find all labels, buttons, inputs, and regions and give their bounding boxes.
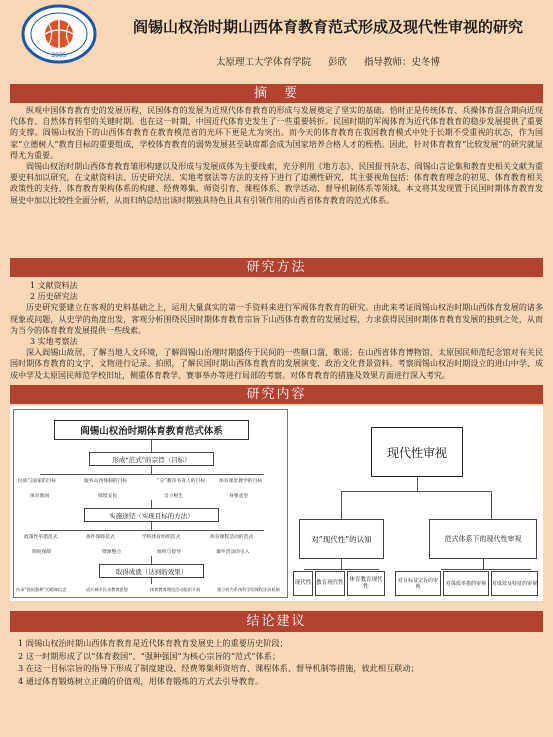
right-item-3: 对成效及特征的审视 — [491, 571, 538, 596]
formation-box: 形成“范式”的宗旨（目标） — [89, 452, 214, 466]
conclusion-item-4: 4 通过体育锻炼树立正确的价值观，用体育锻炼的方式去引导教育。 — [18, 675, 264, 686]
methods-banner: 研究方法 — [10, 258, 543, 277]
content-figure — [10, 406, 543, 601]
left-item-2: 教育现代性 — [315, 571, 345, 596]
abstract-body — [10, 105, 543, 255]
method-heading-2: 2 历史研究法 — [30, 292, 78, 302]
measure-3: 学校体育组织范式 — [142, 535, 181, 540]
effect-3: 体育教育理论活动组织开展 — [150, 587, 201, 592]
poster-title: 阎锡山权治时期山西体育教育范式形成及现代性审视的研究 — [132, 18, 523, 36]
abstract-banner: 摘 要 — [10, 84, 543, 103]
method-text-2: 历史研究要建立在客观的史料基础之上，运用大量真实的第一手资料来进行军阀体育教育的研究。由此来考证阎锡山权治时期山西体育发展的诸多现象或问题，从史学的角度出发，客观分析围绕民国时期体育教育宗旨下山西体育教育的发展过程，力求获得民国时期体育教育发展的独到之处，从而为当今的体育教育发展提供一些线索。 — [10, 303, 543, 335]
paradigm-diagram — [13, 409, 288, 598]
author-name: 彭欣 — [327, 57, 347, 68]
logo-year: 2005 — [51, 52, 67, 59]
mean-3: 组织与督导 — [157, 550, 181, 555]
university-logo — [14, 4, 104, 64]
left-item-1: 现代性 — [293, 571, 313, 596]
modernity-title: 现代性审视 — [371, 427, 463, 477]
abstract-paragraph-1: 纵观中国体育教育史的发展历程，民国体育的发展为近现代体育教育的形成与发展奠定了坚实的基础。恰时正是传统体育、兵操体育混合期向近现代体育、自然体育转型的关键时期。也在这一时期，中国近代体育史发生了一些重要转折。民国时期的军阀体育为近代体育教育的稳步发展提供了重要的支撑。阎锡山权治下的山西体育教育在教育模范省的光环下更是尤为突出。而今天的体育教育在我国教育模式中处于长期不受重视的状态，作为国家“立德树人”教育目标的重要组成，学校体育教育的弱势发展甚至缺席都会成为国家培养合格人才的桎梏。因此，针对体育教育“比较发展”的研究就显得尤为重要。 — [10, 106, 543, 160]
mean-4: 课外活动的引入 — [216, 550, 250, 555]
value-2: 保境安民 — [98, 494, 118, 499]
conclusion-banner: 结论建议 — [10, 611, 543, 632]
conclusion-item-2: 2 这一时期形成了以“体育救国”、“强种强国”为核心宗旨的“范式”体系； — [18, 650, 281, 661]
results-box: 取得成就（达到的效果） — [99, 564, 204, 578]
method-heading-3: 3 实地考察法 — [30, 337, 78, 347]
paradigm-title: 阎锡山权治时期体育教育范式体系 — [54, 420, 249, 440]
aim-1: 民族与国家的目标 — [18, 479, 57, 484]
mean-2: 资源整合 — [102, 550, 122, 555]
value-4: 身强意坚 — [229, 494, 249, 499]
left-branch-box: 对“现代性”的认知 — [299, 519, 384, 559]
measure-4: 体育课程活动的范式 — [210, 535, 254, 540]
method-heading-1: 1 文献资料法 — [30, 281, 78, 290]
abstract-paragraph-2: 阎锡山权治时期山西体育教育雏形构建以及形成与发展成体为主要线索，充分利用《地方志》、民国报刊杂志、阎锡山言论集和教育史相关文献为重要史料加以研究，在文献资料法、历史研究法、实地考察法等方法的支持下进行了追溯性研究，其主要视角包括：体育教育理念的初见、体育教育相关政策性的支持、体育教育架构体系的构建、经费筹集、师资引育、课程体系、教学活动、督导机制体系等领域。本文将其发现置于民国时期体育教育发展史中加以比较性全面分析，从而归纳总结出该时期独具特色且具有引领作用的山西省体育教育的范式体系。 — [10, 162, 543, 205]
measure-1: 政策性举措范式 — [24, 535, 58, 540]
modernity-diagram — [291, 409, 540, 598]
value-3: 自立根生 — [164, 494, 184, 499]
content-banner: 研究内容 — [10, 385, 543, 404]
effect-4: 建立较为系统科学的课程评价机制 — [217, 587, 280, 592]
conclusion-item-3: 3 在这一目标宗旨的指导下形成了制度建设、经费筹集师资培育、课程体系、督导机制等措施，彼此相互联动； — [18, 663, 419, 674]
aim-4: 体育课堂教学的目标 — [219, 479, 263, 484]
left-item-3: 体育教育现代性 — [347, 571, 385, 596]
path-box: 实施途径（实现目标的方法） — [84, 508, 219, 522]
aim-3: “分”教育书育人的目标 — [157, 479, 206, 484]
university-logo-icon — [14, 4, 104, 64]
conclusion-item-1: 1 阎锡山权治时期山西体育教育是近代体育教育发展史上的重要历史阶段； — [18, 638, 288, 648]
effect-1: 传承“强国强种”的精神信念 — [16, 587, 67, 592]
affiliation: 太原理工大学体育学院 — [215, 57, 311, 68]
right-item-1: 对目标及宗旨的审视 — [395, 571, 441, 596]
authors-line — [108, 54, 548, 68]
mean-1: 制度保障 — [32, 550, 52, 555]
right-item-2: 对体质举措的审视 — [443, 571, 489, 596]
aim-2: 服务山西体制的目标 — [84, 479, 128, 484]
value-1: 体育救国 — [30, 494, 50, 499]
method-text-3: 深入阎锡山故居，了解当地人文环境，了解阎锡山治理时期盛传于民间的一些顺口溜、歌谣；在山西省体育博物馆、太原国民师范纪念馆对有关民国时期体育教育的文字、文物进行记录、拍照，了解民国时期山西体育教育的发展演变、政治文化背景资料。考察阎锡山权治时期设立的进山中学、成成中学及太原国民师范学校旧址，侧重体育教学、赛事举办等进行局部的考察。对体育教育的措施及效果方面进行深入考究。 — [10, 348, 543, 380]
measure-2: 条件保障范式 — [86, 535, 115, 540]
conclusion-list — [18, 637, 538, 687]
advisor: 指导教师：史冬博 — [364, 57, 441, 68]
right-branch-box: 范式体系下的现代性审视 — [429, 519, 537, 559]
effect-2: 适应城乡民众教育思想 — [86, 587, 128, 592]
